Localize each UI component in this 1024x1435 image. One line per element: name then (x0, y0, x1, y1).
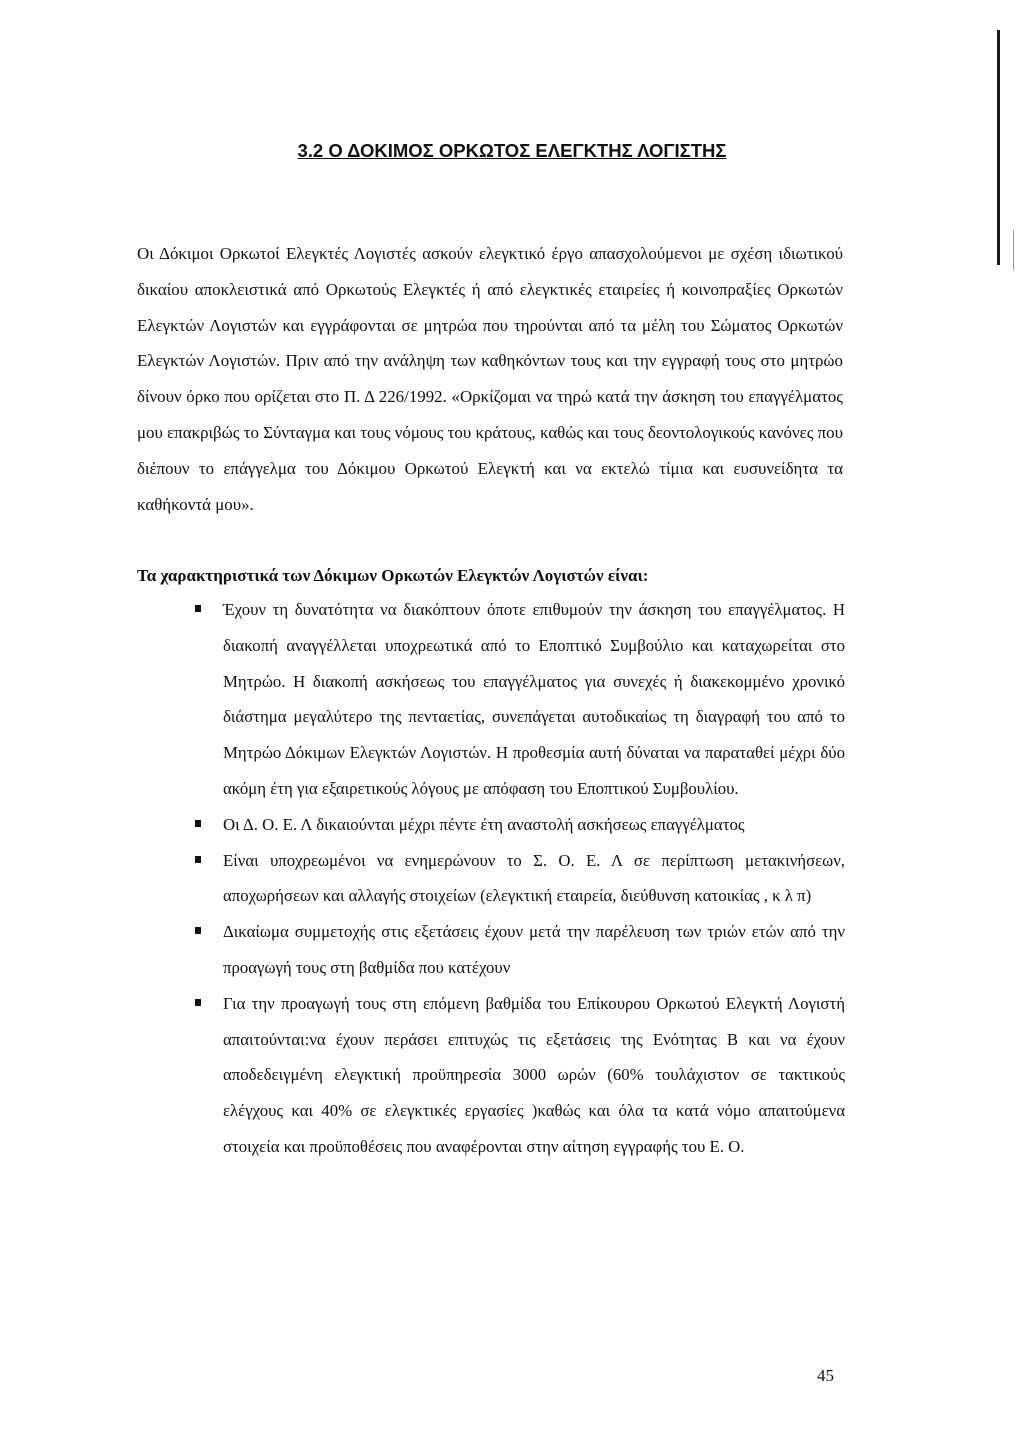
feature-item: Είναι υποχρεωμένοι να ενημερώνουν το Σ. Ο. Ε. Λ σε περίπτωση μετακινήσεων, αποχωρήσεων και αλλαγής στοιχείων (ελεγκτική εταιρεία, διεύθυνση κατοικίας , κ λ π) (137, 843, 845, 915)
features-list (137, 592, 845, 1165)
scan-edge-mark (1013, 230, 1014, 270)
features-title: Τα χαρακτηριστικά των Δόκιμων Ορκωτών Ελεγκτών Λογιστών είναι: (137, 566, 649, 585)
feature-item: Έχουν τη δυνατότητα να διακόπτουν όποτε επιθυμούν την άσκηση του επαγγέλματος. Η διακοπή αναγγέλλεται υποχρεωτικά από το Εποπτικό Συμβούλιο και καταχωρείται στο Μητρώο. Η διακοπή ασκήσεως του επαγγέλματος για συνεχές ή διακεκομμένο χρονικό διάστημα μεγαλύτερο της πενταετίας, συνεπάγεται αυτοδικαίως τη διαγραφή του από το Μητρώο Δόκιμων Ελεγκτών Λογιστών. Η προθεσμία αυτή δύναται να παραταθεί μέχρι δύο ακόμη έτη για εξαιρετικούς λόγους με απόφαση του Εποπτικού Συμβουλίου. (137, 592, 845, 807)
intro-paragraph: Οι Δόκιμοι Ορκωτοί Ελεγκτές Λογιστές ασκούν ελεγκτικό έργο απασχολούμενοι με σχέση ιδιωτικού δικαίου αποκλειστικά από Ορκωτούς Ελεγκτές ή από ελεγκτικές εταιρείες ή κοινοπραξίες Ορκωτών Ελεγκτών Λογιστών και εγγράφονται σε μητρώα που τηρούνται από τα μέλη του Σώματος Ορκωτών Ελεγκτών Λογιστών. Πριν από την ανάληψη των καθηκόντων τους και την εγγραφή τους στο μητρώο δίνουν όρκο που ορίζεται στο Π. Δ 226/1992. «Ορκίζομαι να τηρώ κατά την άσκηση του επαγγέλματος μου επακριβώς το Σύνταγμα και τους νόμους του κράτους, καθώς και τους δεοντολογικούς κανόνες που διέπουν το επάγγελμα του Δόκιμου Ορκωτού Ελεγκτή και να εκτελώ τίμια και ευσυνείδητα τα καθήκοντά μου». (137, 244, 843, 514)
page-number: 45 (817, 1366, 834, 1385)
feature-item: Οι Δ. Ο. Ε. Λ δικαιούνται μέχρι πέντε έτη αναστολή ασκήσεως επαγγέλματος (137, 807, 845, 843)
feature-item: Για την προαγωγή τους στη επόμενη βαθμίδα του Επίκουρου Ορκωτού Ελεγκτή Λογιστή απαιτούνται:να έχουν περάσει επιτυχώς τις εξετάσεις της Ενότητας Β και να έχουν αποδεδειγμένη ελεγκτική προϋπηρεσία 3000 ωρών (60% τουλάχιστον σε τακτικούς ελέγχους και 40% σε ελεγκτικές εργασίες )καθώς και όλα τα κατά νόμο απαιτούμενα στοιχεία και προϋποθέσεις που αναφέρονται στην αίτηση εγγραφής του Ε. Ο. (137, 986, 845, 1165)
feature-item: Δικαίωμα συμμετοχής στις εξετάσεις έχουν μετά την παρέλευση των τριών ετών από την προαγωγή τους στη βαθμίδα που κατέχουν (137, 914, 845, 986)
section-heading: 3.2 Ο ΔΟΚΙΜΟΣ ΟΡΚΩΤΟΣ ΕΛΕΓΚΤΗΣ ΛΟΓΙΣΤΗΣ (297, 140, 727, 161)
